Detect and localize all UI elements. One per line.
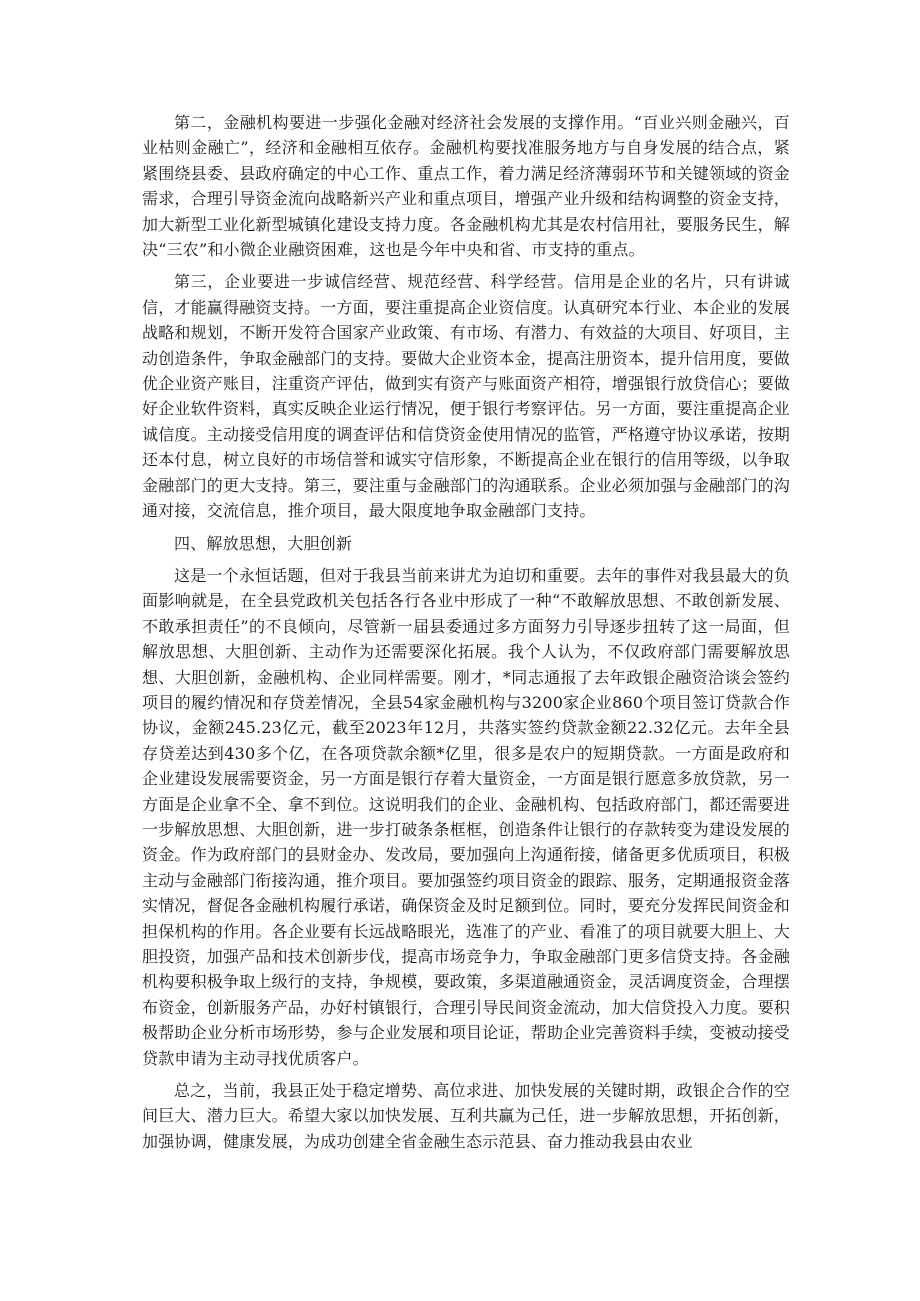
section-heading-innovation: 四、解放思想，大胆创新	[174, 533, 353, 553]
paragraph-emancipate-mind: 这是一个永恒话题，但对于我县当前来讲尤为迫切和重要。去年的事件对我县最大的负面影响就是，在全县党政机关包括各行各业中形成了一种“不敢解放思想、不敢创新发展、不敢承担责任”的不良倾向，尽管新一届县委通过多方面努力引导逐步扭转了这一局面，但解放思想、大胆创新、主动作为还需要深化拓展。我个人认为，不仅政府部门需要解放思想、大胆创新，金融机构、企业同样需要。刚才，*同志通报了去年政银企融资洽谈会签约项目的履约情况和存贷差情况，全县54家金融机构与3200家企业860个项目签订贷款合作协议，金额245.23亿元，截至2023年12月，共落实签约贷款金额22.32亿元。去年全县存贷差达到430多个亿，在各项贷款余额*亿里，很多是农户的短期贷款。一方面是政府和企业建设发展需要资金，另一方面是银行存着大量资金，一方面是银行愿意多放贷款，另一方面是企业拿不全、拿不到位。这说明我们的企业、金融机构、包括政府部门，都还需要进一步解放思想、大胆创新，进一步打破条条框框，创造条件让银行的存款转变为建设发展的资金。作为政府部门的县财金办、发改局，要加强向上沟通衔接，储备更多优质项目，积极主动与金融部门衔接沟通，推介项目。要加强签约项目资金的跟踪、服务，定期通报资金落实情况，督促各金融机构履行承诺，确保资金及时足额到位。同时，要充分发挥民间资金和担保机构的作用。各企业要有长远战略眼光，选准了的产业、看准了的项目就要大胆上、大胆投资，加强产品和技术创新步伐，提高市场竞争力，争取金融部门更多信贷支持。各金融机构要积极争取上级行的支持，争规模，要政策，多渠道融通资金，灵活调度资金，合理摆布资金，创新服务产品，办好村镇银行，合理引导民间资金流动，加大信贷投入力度。要积极帮助企业分析市场形势，参与企业发展和项目论证，帮助企业完善资料手续，变被动接受贷款申请为主动寻找优质客户。	[142, 565, 791, 1068]
document-page	[142, 110, 790, 1161]
paragraph-enterprise-credit: 第三，企业要进一步诚信经营、规范经营、科学经营。信用是企业的名片，只有讲诚信，才能赢得融资支持。一方面，要注重提高企业资信度。认真研究本行业、本企业的发展战略和规划，不断开发符合国家产业政策、有市场、有潜力、有效益的大项目、好项目，主动创造条件，争取金融部门的支持。要做大企业资本金，提高注册资本，提升信用度，要做优企业资产账目，注重资产评估，做到实有资产与账面资产相符，增强银行放贷信心；要做好企业软件资料，真实反映企业运行情况，便于银行考察评估。另一方面，要注重提高企业诚信度。主动接受信用度的调查评估和信贷资金使用情况的监管，严格遵守协议承诺，按期还本付息，树立良好的市场信誉和诚实守信形象，不断提高企业在银行的信用等级，以争取金融部门的更大支持。第三，要注重与金融部门的沟通联系。企业必须加强与金融部门的沟通对接，交流信息，推介项目，最大限度地争取金融部门支持。	[142, 272, 791, 521]
paragraph-finance-support: 第二，金融机构要进一步强化金融对经济社会发展的支撑作用。“百业兴则金融兴，百业枯则金融亡”，经济和金融相互依存。金融机构要找准服务地方与自身发展的结合点，紧紧围绕县委、县政府确定的中心工作、重点工作，着力满足经济薄弱环节和关键领域的资金需求，合理引导资金流向战略新兴产业和重点项目，增强产业升级和结构调整的资金支持，加大新型工业化新型城镇化建设支持力度。各金融机构尤其是农村信用社，要服务民生，解决“三农”和小微企业融资困难，这也是今年中央和省、市支持的重点。	[142, 113, 791, 260]
paragraph-conclusion: 总之，当前，我县正处于稳定增势、高位求进、加快发展的关键时期，政银企合作的空间巨大、潜力巨大。希望大家以加快发展、互利共赢为己任，进一步解放思想，开拓创新，加强协调，健康发展，为成功创建全省金融生态示范县、奋力推动我县由农业	[142, 1081, 791, 1151]
